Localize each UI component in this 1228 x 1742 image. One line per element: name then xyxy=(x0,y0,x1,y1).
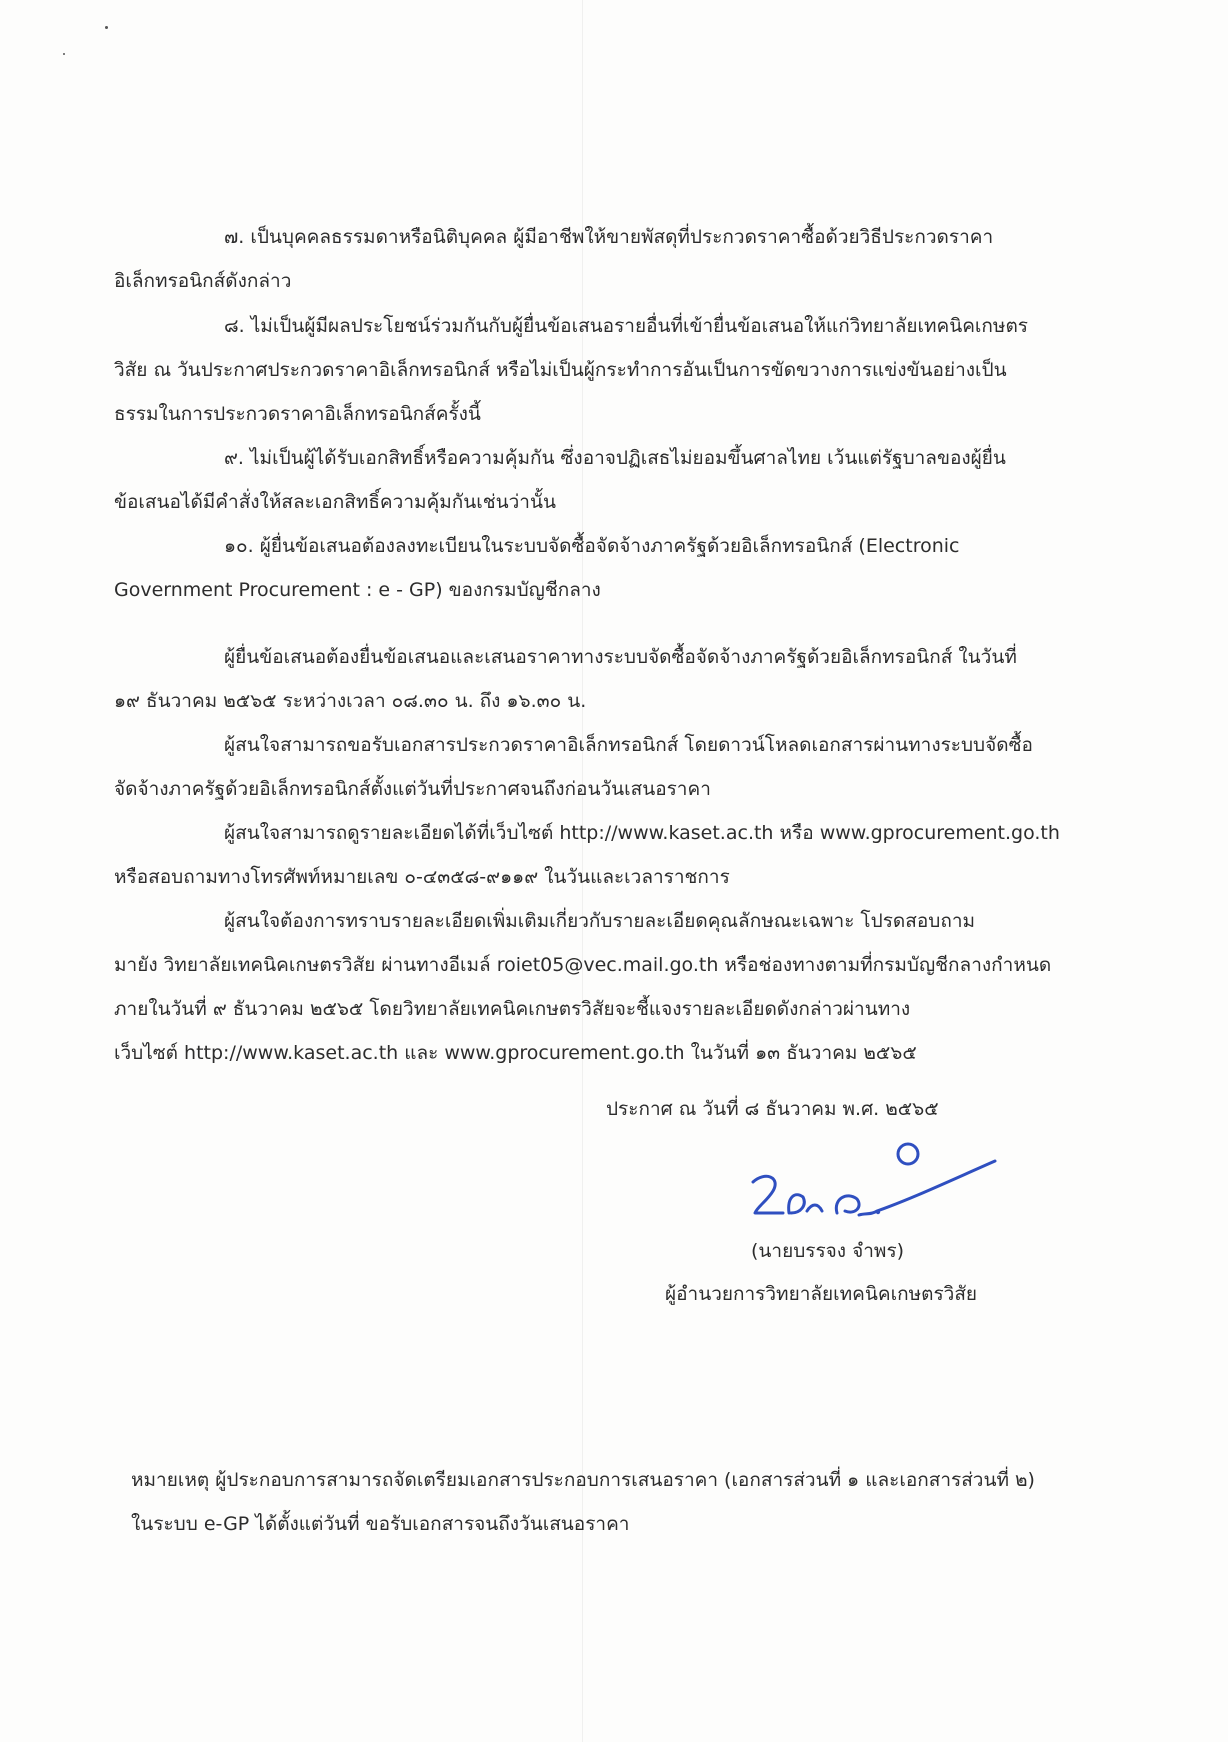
note-line-1: หมายเหตุ ผู้ประกอบการสามารถจัดเตรียมเอกสารประกอบการเสนอราคา (เอกสารส่วนที่ ๑ และเอกสารส่วนที่ ๒) xyxy=(131,1469,1035,1491)
scan-speck xyxy=(63,53,65,55)
item-9-line-2: ข้อเสนอได้มีคำสั่งให้สละเอกสิทธิ์ความคุ้มกันเช่นว่านั้น xyxy=(114,491,556,513)
item-7-line-2: อิเล็กทรอนิกส์ดังกล่าว xyxy=(114,270,292,292)
item-8-line-1: ๘. ไม่เป็นผู้มีผลประโยชน์ร่วมกันกับผู้ยื่นข้อเสนอรายอื่นที่เข้ายื่นข้อเสนอให้แก่วิทยาลัยเทคนิคเกษตร xyxy=(224,315,1028,337)
submission-line-1: ผู้ยื่นข้อเสนอต้องยื่นข้อเสนอและเสนอราคาทางระบบจัดซื้อจัดจ้างภาครัฐด้วยอิเล็กทรอนิกส์ ในวันที่ xyxy=(224,646,1017,668)
website-line-1: ผู้สนใจสามารถดูรายละเอียดได้ที่เว็บไซต์ http://www.kaset.ac.th หรือ www.gprocurement.go.th xyxy=(224,822,1060,844)
submission-line-2: ๑๙ ธันวาคม ๒๕๖๕ ระหว่างเวลา ๐๘.๓๐ น. ถึง ๑๖.๓๐ น. xyxy=(114,690,587,712)
inquiry-line-4: เว็บไซต์ http://www.kaset.ac.th และ www.gprocurement.go.th ในวันที่ ๑๓ ธันวาคม ๒๕๖๕ xyxy=(114,1042,917,1064)
item-9-line-1: ๙. ไม่เป็นผู้ได้รับเอกสิทธิ์หรือความคุ้มกัน ซึ่งอาจปฏิเสธไม่ยอมขึ้นศาลไทย เว้นแต่รัฐบาลของผู้ยื่น xyxy=(224,447,1006,469)
scan-speck xyxy=(105,26,108,29)
inquiry-line-3: ภายในวันที่ ๙ ธันวาคม ๒๕๖๕ โดยวิทยาลัยเทคนิคเกษตรวิสัยจะชี้แจงรายละเอียดดังกล่าวผ่านทาง xyxy=(114,998,911,1020)
download-line-1: ผู้สนใจสามารถขอรับเอกสารประกวดราคาอิเล็กทรอนิกส์ โดยดาวน์โหลดเอกสารผ่านทางระบบจัดซื้อ xyxy=(224,734,1033,756)
inquiry-line-2: มายัง วิทยาลัยเทคนิคเกษตรวิสัย ผ่านทางอีเมล์ roiet05@vec.mail.go.th หรือช่องทางตามที่กรมบัญชีกลางกำหนด xyxy=(114,954,1052,976)
announcement-date: ประกาศ ณ วันที่ ๘ ธันวาคม พ.ศ. ๒๕๖๕ xyxy=(606,1098,939,1120)
item-8-line-2: วิสัย ณ วันประกาศประกวดราคาอิเล็กทรอนิกส์ หรือไม่เป็นผู้กระทำการอันเป็นการขัดขวางการแข่งขันอย่างเป็น xyxy=(114,359,1007,381)
signer-name: (นายบรรจง จำพร) xyxy=(751,1240,905,1262)
download-line-2: จัดจ้างภาครัฐด้วยอิเล็กทรอนิกส์ตั้งแต่วันที่ประกาศจนถึงก่อนวันเสนอราคา xyxy=(114,778,711,800)
website-line-2: หรือสอบถามทางโทรศัพท์หมายเลข ๐-๔๓๕๘-๙๑๑๙ ในวันและเวลาราชการ xyxy=(114,866,730,888)
note-line-2: ในระบบ e-GP ได้ตั้งแต่วันที่ ขอรับเอกสารจนถึงวันเสนอราคา xyxy=(131,1513,630,1535)
signer-position: ผู้อำนวยการวิทยาลัยเทคนิคเกษตรวิสัย xyxy=(665,1283,978,1305)
item-10-line-1: ๑๐. ผู้ยื่นข้อเสนอต้องลงทะเบียนในระบบจัดซื้อจัดจ้างภาครัฐด้วยอิเล็กทรอนิกส์ (Electronic xyxy=(224,535,960,557)
handwritten-signature xyxy=(715,1133,1015,1225)
item-10-line-2: Government Procurement : e - GP) ของกรมบัญชีกลาง xyxy=(114,579,601,601)
item-7-line-1: ๗. เป็นบุคคลธรรมดาหรือนิติบุคคล ผู้มีอาชีพให้ขายพัสดุที่ประกวดราคาซื้อด้วยวิธีประกวดราคา xyxy=(224,226,994,248)
item-8-line-3: ธรรมในการประกวดราคาอิเล็กทรอนิกส์ครั้งนี้ xyxy=(114,403,481,425)
inquiry-line-1: ผู้สนใจต้องการทราบรายละเอียดเพิ่มเติมเกี่ยวกับรายละเอียดคุณลักษณะเฉพาะ โปรดสอบถาม xyxy=(224,910,976,932)
